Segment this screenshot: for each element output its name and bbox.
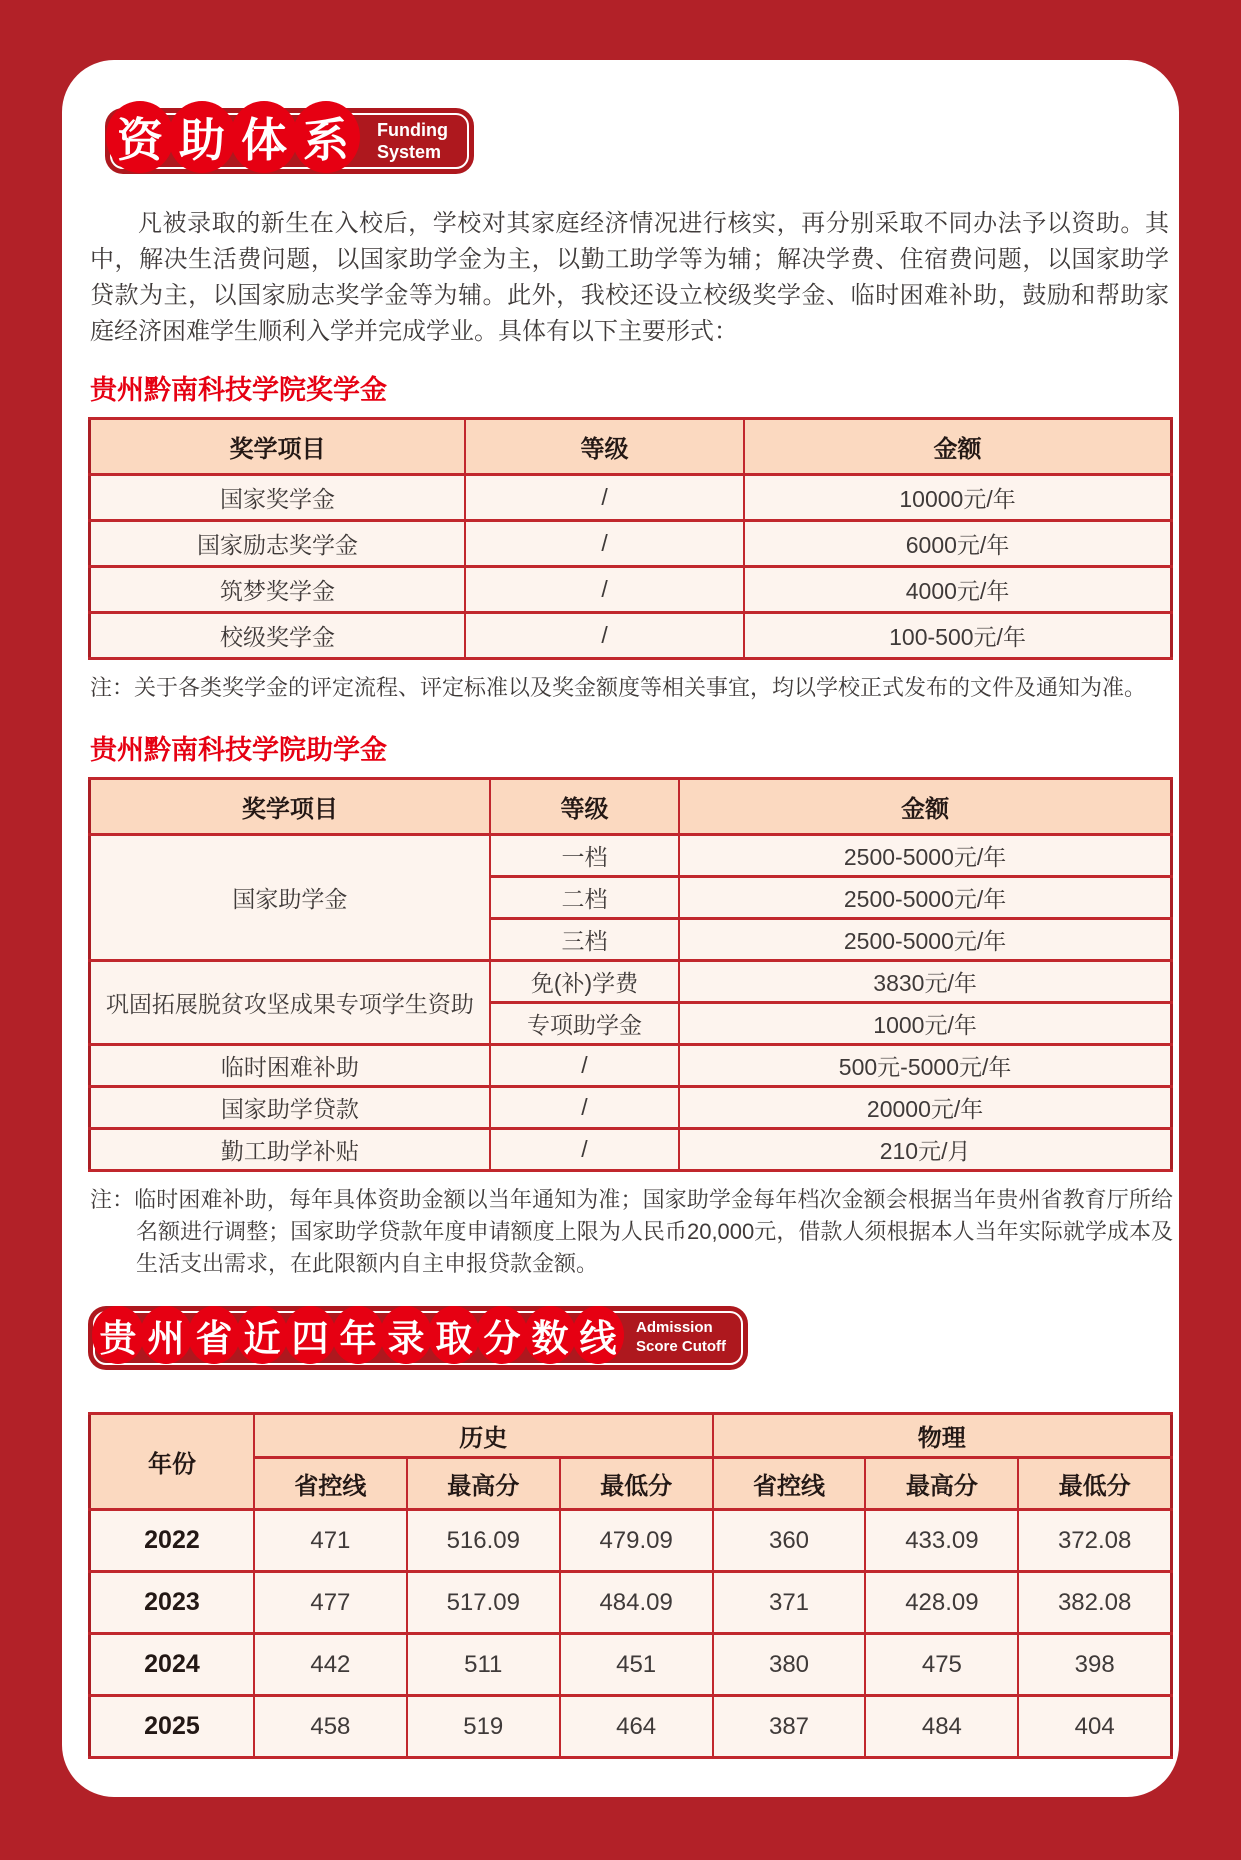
score-table [88, 1412, 1173, 1759]
subheader-max-score: 最高分 [865, 1458, 1018, 1510]
cell-amount: 1000元/年 [679, 1003, 1171, 1045]
badge-char-circle: 近 [236, 1306, 288, 1364]
funding-badge-subtitle-line1: Funding [377, 119, 448, 140]
score-badge-subtitle [636, 1319, 726, 1357]
table-row [90, 1087, 1172, 1129]
cell-item: 筑梦奖学金 [90, 567, 465, 613]
subheader-control-line: 省控线 [713, 1458, 866, 1510]
badge-char-circle: 四 [284, 1306, 336, 1364]
cell-value: 380 [713, 1634, 866, 1696]
scholarship-note: 注：关于各类奖学金的评定流程、评定标准以及奖金额度等相关事宜，均以学校正式发布的文件及通知为准。 [90, 675, 1147, 700]
cell-item: 国家助学贷款 [90, 1087, 490, 1129]
badge-char-circle: 助 [168, 101, 236, 173]
header-amount: 金额 [679, 779, 1171, 835]
badge-char-circle: 线 [572, 1306, 624, 1364]
cell-value: 511 [407, 1634, 560, 1696]
header-item: 奖学项目 [90, 419, 465, 475]
table-row [90, 475, 1172, 521]
cell-value: 433.09 [865, 1510, 1018, 1572]
cell-value: 484.09 [560, 1572, 713, 1634]
cell-amount: 6000元/年 [744, 521, 1171, 567]
table-row [90, 1129, 1172, 1171]
funding-badge-subtitle-line2: System [377, 142, 442, 162]
badge-char-circle: 分 [476, 1306, 528, 1364]
cell-value: 477 [254, 1572, 407, 1634]
cell-level: 免(补)学费 [490, 961, 679, 1003]
header-item: 奖学项目 [90, 779, 490, 835]
cell-amount: 2500-5000元/年 [679, 919, 1171, 961]
cell-item: 国家奖学金 [90, 475, 465, 521]
badge-char-circle: 省 [188, 1306, 240, 1364]
cell-amount: 210元/月 [679, 1129, 1171, 1171]
cell-value: 442 [254, 1634, 407, 1696]
cell-value: 471 [254, 1510, 407, 1572]
table-row [90, 613, 1172, 659]
subheader-min-score: 最低分 [1018, 1458, 1171, 1510]
badge-char-circle: 州 [140, 1306, 192, 1364]
content-card [62, 60, 1179, 1797]
cell-item: 国家励志奖学金 [90, 521, 465, 567]
cell-amount: 500元-5000元/年 [679, 1045, 1171, 1087]
cell-value: 371 [713, 1572, 866, 1634]
table-header-row [90, 779, 1172, 835]
cell-value: 458 [254, 1696, 407, 1758]
table-row [90, 567, 1172, 613]
cell-item: 巩固拓展脱贫攻坚成果专项学生资助 [90, 961, 490, 1045]
badge-char-circle: 体 [230, 101, 298, 173]
header-year: 年份 [90, 1414, 254, 1510]
subheader-control-line: 省控线 [254, 1458, 407, 1510]
cell-level: 专项助学金 [490, 1003, 679, 1045]
cell-value: 464 [560, 1696, 713, 1758]
cell-amount: 20000元/年 [679, 1087, 1171, 1129]
cell-level: 一档 [490, 835, 679, 877]
cell-value: 404 [1018, 1696, 1171, 1758]
cell-amount: 2500-5000元/年 [679, 877, 1171, 919]
cell-level: / [490, 1129, 679, 1171]
table-row [90, 1696, 1172, 1758]
cell-level: / [490, 1045, 679, 1087]
table-row [90, 835, 1172, 877]
cell-amount: 3830元/年 [679, 961, 1171, 1003]
table-row [90, 521, 1172, 567]
cell-level: 二档 [490, 877, 679, 919]
badge-char-circle: 录 [380, 1306, 432, 1364]
cell-item: 勤工助学补贴 [90, 1129, 490, 1171]
badge-char-circle: 取 [428, 1306, 480, 1364]
cell-amount: 10000元/年 [744, 475, 1171, 521]
table-header-row [90, 1414, 1172, 1458]
cell-level: 三档 [490, 919, 679, 961]
cell-year: 2023 [90, 1572, 254, 1634]
scholarship-table [88, 417, 1173, 660]
subheader-min-score: 最低分 [560, 1458, 713, 1510]
cell-amount: 2500-5000元/年 [679, 835, 1171, 877]
cell-level: / [490, 1087, 679, 1129]
score-badge-plate [88, 1306, 748, 1370]
admission-score-badge [88, 1306, 748, 1370]
cell-value: 387 [713, 1696, 866, 1758]
cell-level: / [465, 567, 744, 613]
table-row [90, 1045, 1172, 1087]
badge-char-circle: 系 [292, 101, 360, 173]
aid-table [88, 777, 1173, 1172]
cell-value: 516.09 [407, 1510, 560, 1572]
scholarship-heading: 贵州黔南科技学院奖学金 [90, 375, 387, 405]
cell-amount: 100-500元/年 [744, 613, 1171, 659]
cell-value: 428.09 [865, 1572, 1018, 1634]
cell-item: 校级奖学金 [90, 613, 465, 659]
subheader-max-score: 最高分 [407, 1458, 560, 1510]
cell-level: / [465, 613, 744, 659]
badge-char-circle: 贵 [92, 1306, 144, 1364]
intro-paragraph: 凡被录取的新生在入校后，学校对其家庭经济情况进行核实，再分别采取不同办法予以资助。其中，解决生活费问题，以国家助学金为主，以勤工助学等为辅；解决学费、住宿费问题，以国家助学贷款为主，以国家励志奖学金等为辅。此外，我校还设立校级奖学金、临时困难补助，鼓励和帮助家庭经济困难学生顺利入学并完成学业。具体有以下主要形式： [90, 210, 1169, 345]
table-header-row [90, 419, 1172, 475]
header-amount: 金额 [744, 419, 1171, 475]
cell-value: 479.09 [560, 1510, 713, 1572]
cell-value: 475 [865, 1634, 1018, 1696]
badge-char-circle: 年 [332, 1306, 384, 1364]
cell-year: 2022 [90, 1510, 254, 1572]
cell-level: / [465, 521, 744, 567]
badge-char-circle: 数 [524, 1306, 576, 1364]
funding-badge-plate [105, 108, 474, 174]
table-row [90, 1510, 1172, 1572]
cell-item: 临时困难补助 [90, 1045, 490, 1087]
cell-year: 2025 [90, 1696, 254, 1758]
score-badge-title [92, 1312, 620, 1364]
aid-note: 注：临时困难补助，每年具体资助金额以当年通知为准；国家助学金每年档次金额会根据当年贵州省教育厅所给名额进行调整；国家助学贷款年度申请额度上限为人民币20,000元，借款人须根据本人当年实际就学成本及生活支出需求，在此限额内自主申报贷款金额。 [90, 1187, 1173, 1276]
cell-value: 519 [407, 1696, 560, 1758]
table-row [90, 961, 1172, 1003]
score-badge-subtitle-line2: Score Cutoff [636, 1338, 726, 1355]
cell-value: 451 [560, 1634, 713, 1696]
cell-value: 517.09 [407, 1572, 560, 1634]
badge-char-circle: 资 [106, 101, 174, 173]
header-physics: 物理 [713, 1414, 1172, 1458]
cell-value: 484 [865, 1696, 1018, 1758]
cell-value: 398 [1018, 1634, 1171, 1696]
cell-level: / [465, 475, 744, 521]
cell-value: 372.08 [1018, 1510, 1171, 1572]
cell-item: 国家助学金 [90, 835, 490, 961]
funding-badge-title [107, 109, 355, 173]
table-row [90, 1634, 1172, 1696]
table-row [90, 1572, 1172, 1634]
header-level: 等级 [490, 779, 679, 835]
cell-year: 2024 [90, 1634, 254, 1696]
cell-value: 382.08 [1018, 1572, 1171, 1634]
funding-system-badge [105, 108, 474, 174]
aid-heading: 贵州黔南科技学院助学金 [90, 735, 387, 765]
score-badge-subtitle-line1: Admission [636, 1319, 713, 1337]
cell-amount: 4000元/年 [744, 567, 1171, 613]
header-history: 历史 [254, 1414, 713, 1458]
funding-badge-subtitle [377, 119, 448, 164]
cell-value: 360 [713, 1510, 866, 1572]
header-level: 等级 [465, 419, 744, 475]
